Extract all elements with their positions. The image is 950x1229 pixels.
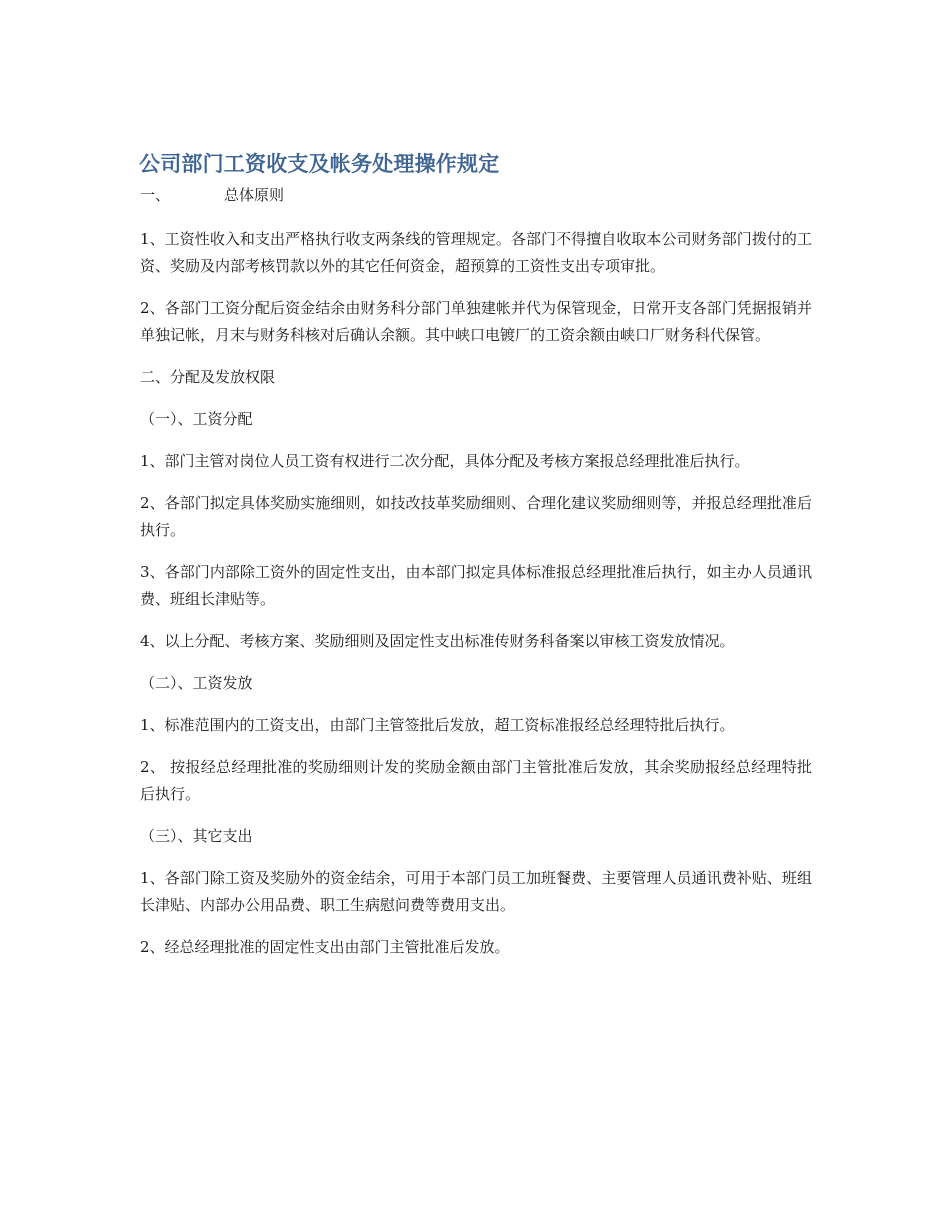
document-body: [140, 226, 812, 976]
paragraph: 1、工资性收入和支出严格执行收支两条线的管理规定。各部门不得擅自收取本公司财务部门拨付的工资、奖励及内部考核罚款以外的其它任何资金，超预算的工资性支出专项审批。: [140, 230, 812, 275]
paragraph: 1、各部门除工资及奖励外的资金结余，可用于本部门员工加班餐费、主要管理人员通讯费补贴、班组长津贴、内部办公用品费、职工生病慰问费等费用支出。: [140, 869, 812, 914]
section-number: 一、: [140, 186, 171, 204]
document-title: 公司部门工资收支及帐务处理操作规定: [139, 152, 500, 176]
subsection-heading-wage-distribution: （一）、工资分配: [140, 410, 253, 428]
paragraph: 1、标准范围内的工资支出，由部门主管签批后发放，超工资标准报经总经理特批后执行。: [140, 716, 735, 734]
section-label: 总体原则: [224, 186, 285, 204]
section-heading-general-principles: [140, 184, 284, 206]
subsection-heading-other-expenses: （三）、其它支出: [140, 827, 253, 845]
paragraph: 4、以上分配、考核方案、奖励细则及固定性支出标准传财务科备案以审核工资发放情况。: [140, 632, 735, 650]
paragraph: 2、经总经理批准的固定性支出由部门主管批准后发放。: [140, 938, 510, 956]
paragraph: 2、各部门工资分配后资金结余由财务科分部门单独建帐并代为保管现金，日常开支各部门凭据报销并单独记帐，月末与财务科核对后确认余额。其中峡口电镀厂的工资余额由峡口厂财务科代保管。: [140, 299, 812, 344]
paragraph: 2、各部门拟定具体奖励实施细则，如技改技革奖励细则、合理化建议奖励细则等，并报总经理批准后执行。: [140, 494, 812, 539]
paragraph: 1、部门主管对岗位人员工资有权进行二次分配，具体分配及考核方案报总经理批准后执行。: [140, 452, 750, 470]
paragraph: 3、各部门内部除工资外的固定性支出，由本部门拟定具体标准报总经理批准后执行，如主办人员通讯费、班组长津贴等。: [140, 563, 812, 608]
paragraph: 2、 按报经总经理批准的奖励细则计发的奖励金额由部门主管批准后发放，其余奖励报经总经理特批后执行。: [140, 758, 812, 803]
section-heading-distribution: 二、分配及发放权限: [140, 368, 276, 386]
subsection-heading-wage-payment: （二）、工资发放: [140, 674, 253, 692]
